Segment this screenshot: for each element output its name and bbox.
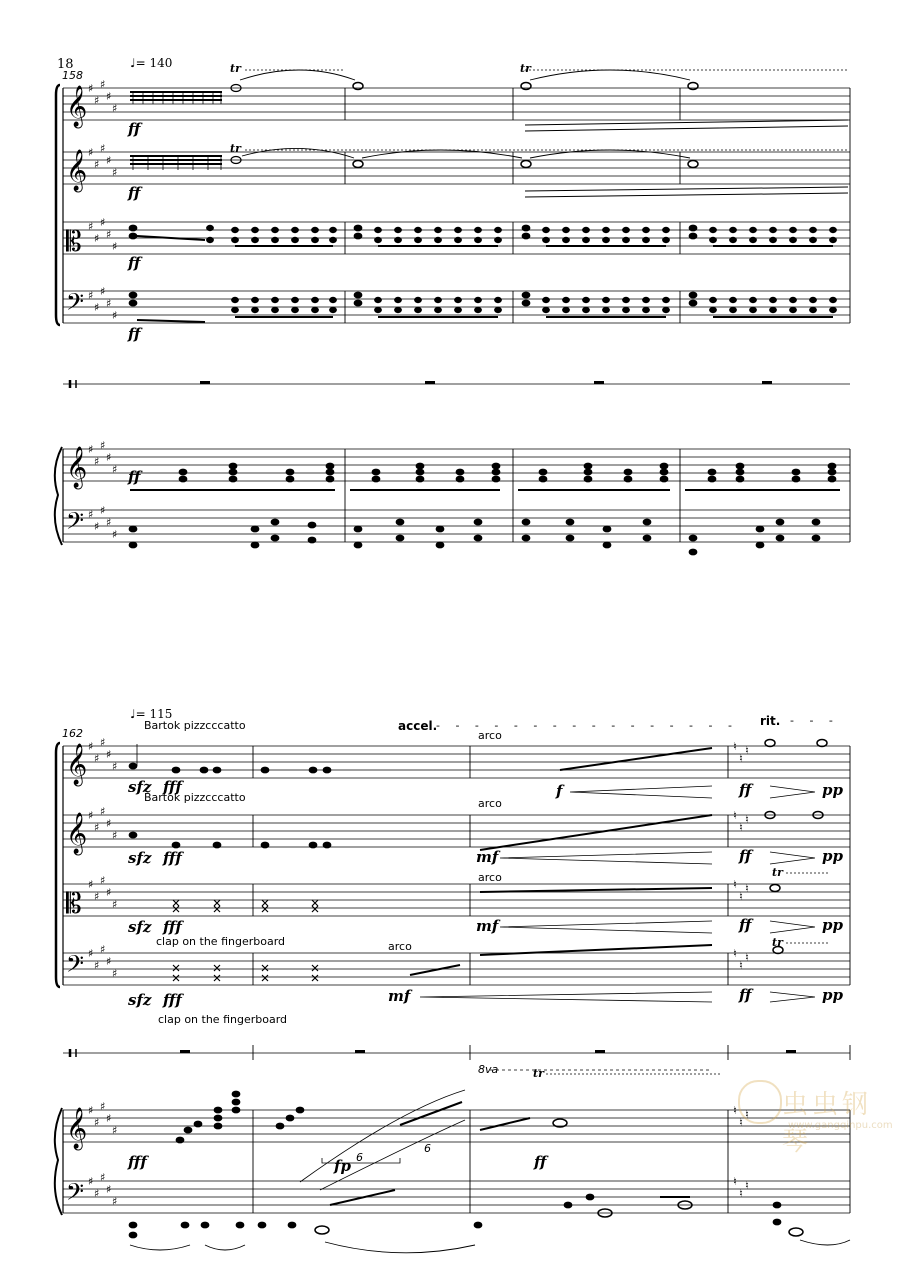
svg-text:♯: ♯ [106, 90, 112, 103]
treble-clef-icon: 𝄞 [66, 86, 88, 127]
svg-text:♯: ♯ [94, 158, 100, 171]
alto-clef-icon: 𝄡 [66, 225, 82, 258]
svg-text:♯: ♯ [112, 760, 118, 773]
svg-text:♯: ♯ [94, 1116, 100, 1129]
staff-violin2-sys2 [63, 815, 850, 847]
svg-text:♮: ♮ [745, 744, 749, 757]
dynamic-viola: ff [128, 254, 141, 272]
page-number: 18 [57, 57, 74, 72]
treble-clef-icon: 𝄞 [66, 447, 88, 488]
svg-text:♯: ♯ [106, 451, 112, 464]
trill-icon: tr [533, 1067, 544, 1080]
svg-text:♯: ♯ [112, 898, 118, 911]
watermark-text: 虫虫钢琴 [782, 1090, 873, 1157]
dynamic-ff: ff [739, 781, 752, 799]
key-signatures-sys2 [88, 736, 752, 1208]
trill-icon: tr [520, 62, 531, 75]
staff-piano-lh-sys1 [63, 510, 850, 542]
svg-text:♮: ♮ [745, 882, 749, 895]
rit-marking: rit. [760, 714, 781, 728]
arco-violin1: arco [478, 729, 502, 742]
arco-violin2: arco [478, 797, 502, 810]
system2-staves [55, 743, 850, 1215]
svg-text:♯: ♯ [112, 1124, 118, 1137]
dynamic-f: f [556, 782, 563, 800]
svg-text:♯: ♯ [94, 959, 100, 972]
measure-number: 162 [62, 727, 83, 740]
system1-staves [55, 85, 850, 545]
trill-icon: tr [772, 936, 783, 949]
dynamic-mf: mf [388, 987, 411, 1005]
svg-text:♯: ♯ [112, 166, 118, 179]
svg-text:♯: ♯ [88, 289, 94, 302]
svg-text:♯: ♯ [88, 1175, 94, 1188]
alto-clef-icon: 𝄡 [66, 887, 82, 920]
dynamic-pp: pp [822, 916, 843, 934]
trill-icon: tr [772, 866, 783, 879]
dynamic-sfz: sfz [128, 849, 152, 867]
notes-violin1-sys1 [130, 70, 848, 131]
svg-text:♯: ♯ [106, 1112, 112, 1125]
svg-text:♯: ♯ [112, 1195, 118, 1208]
percussion-rests-sys2 [180, 1050, 796, 1053]
svg-text:♮: ♮ [739, 821, 743, 834]
svg-text:♯: ♯ [106, 955, 112, 968]
technique-viola: clap on the fingerboard [156, 935, 286, 948]
dynamic-sfz: sfz [128, 918, 152, 936]
svg-text:♯: ♯ [94, 232, 100, 245]
dynamic-fff: fff [163, 849, 182, 867]
svg-text:♯: ♯ [88, 1104, 94, 1117]
svg-text:♯: ♯ [106, 817, 112, 830]
bass-clef-icon: 𝄢 [66, 950, 85, 983]
svg-text:♯: ♯ [88, 82, 94, 95]
barlines-sys2 [253, 746, 850, 1213]
svg-text:♮: ♮ [739, 1187, 743, 1200]
svg-text:♮: ♮ [733, 878, 737, 891]
treble-clef-icon: 𝄞 [66, 150, 88, 191]
svg-text:♯: ♯ [100, 216, 106, 229]
accel-dashes: - - - - - - - - - - - - - - - - [436, 719, 738, 732]
dynamic-pp: pp [822, 781, 843, 799]
svg-text:♮: ♮ [733, 809, 737, 822]
svg-text:♯: ♯ [94, 890, 100, 903]
notes-viola-sys1 [129, 225, 837, 246]
svg-text:♯: ♯ [106, 1183, 112, 1196]
svg-text:♯: ♯ [112, 967, 118, 980]
trill-icon: tr [230, 142, 241, 155]
dynamic-piano: ff [128, 468, 141, 486]
svg-text:♮: ♮ [733, 947, 737, 960]
svg-text:♯: ♯ [100, 1100, 106, 1113]
svg-text:♮: ♮ [733, 1175, 737, 1188]
dynamic-ff: ff [739, 916, 752, 934]
arco-viola: arco [478, 871, 502, 884]
clefs-sys1 [66, 85, 87, 540]
svg-text:♮: ♮ [733, 740, 737, 753]
lh-notes [129, 519, 820, 555]
rit-dashes: - - - [790, 714, 839, 727]
svg-text:♯: ♯ [112, 240, 118, 253]
svg-text:♮: ♮ [745, 813, 749, 826]
bass-clef-icon: 𝄢 [66, 288, 85, 321]
svg-text:♯: ♯ [88, 508, 94, 521]
notes-violin2-sys1 [130, 148, 848, 197]
technique-cello: clap on the fingerboard [158, 1013, 288, 1026]
dynamic-violin2: ff [128, 184, 141, 202]
svg-text:♮: ♮ [739, 1116, 743, 1129]
dynamic-pp: pp [822, 847, 843, 865]
dynamic-mf: mf [476, 848, 499, 866]
staff-piano-lh-sys2 [63, 1181, 850, 1213]
svg-text:♮: ♮ [745, 951, 749, 964]
watermark-logo-icon [738, 1080, 782, 1124]
svg-text:♯: ♯ [100, 943, 106, 956]
svg-text:♯: ♯ [94, 455, 100, 468]
svg-text:♯: ♯ [88, 146, 94, 159]
dynamic-fff: fff [163, 778, 182, 796]
treble-clef-icon: 𝄞 [66, 744, 88, 785]
tempo-marking: ♩= 140 [130, 56, 173, 70]
dynamic-pp: pp [822, 986, 843, 1004]
dynamic-ff: ff [534, 1153, 547, 1171]
dynamic-sfz: sfz [128, 991, 152, 1009]
svg-text:♯: ♯ [88, 878, 94, 891]
rh-chords [179, 463, 836, 482]
ottava-marking: 8va [478, 1063, 499, 1076]
svg-text:♯: ♯ [112, 528, 118, 541]
svg-text:♯: ♯ [112, 829, 118, 842]
technique-violin1: Bartok pizzcccatto [144, 719, 246, 732]
svg-text:♯: ♯ [88, 740, 94, 753]
staff-viola-sys2 [63, 884, 850, 916]
tempo-marking: ♩= 115 [130, 707, 173, 721]
measure-number: 158 [62, 69, 83, 82]
dynamic-cello: ff [128, 325, 141, 343]
svg-text:♯: ♯ [94, 94, 100, 107]
dynamic-fff: fff [163, 991, 182, 1009]
accel-marking: accel. [398, 719, 438, 733]
percussion-rests-sys1 [200, 381, 772, 384]
svg-text:♯: ♯ [100, 285, 106, 298]
trill-marks-sys1 [230, 62, 532, 155]
svg-text:♮: ♮ [745, 1108, 749, 1121]
svg-text:♯: ♯ [94, 520, 100, 533]
svg-text:♯: ♯ [106, 154, 112, 167]
svg-text:♯: ♯ [100, 736, 106, 749]
svg-text:♯: ♯ [100, 439, 106, 452]
technique-violin2: Bartok pizzcccatto [144, 791, 246, 804]
dynamic-ff: ff [739, 847, 752, 865]
treble-clef-icon: 𝄞 [66, 1108, 88, 1149]
svg-text:♯: ♯ [88, 220, 94, 233]
svg-text:♯: ♯ [94, 821, 100, 834]
dynamic-ff: ff [739, 986, 752, 1004]
svg-text:♮: ♮ [745, 1179, 749, 1192]
dynamic-violin1: ff [128, 120, 141, 138]
arco-cello: arco [388, 940, 412, 953]
svg-text:♯: ♯ [112, 102, 118, 115]
svg-text:♮: ♮ [739, 752, 743, 765]
tuplet-number: 6 [424, 1142, 431, 1155]
watermark [738, 1080, 898, 1157]
svg-text:♯: ♯ [88, 947, 94, 960]
svg-text:♯: ♯ [106, 228, 112, 241]
svg-text:♯: ♯ [88, 809, 94, 822]
tuplet-number: 6 [356, 1151, 363, 1164]
dynamic-mf: mf [476, 917, 499, 935]
svg-text:♮: ♮ [739, 959, 743, 972]
svg-text:♯: ♯ [100, 78, 106, 91]
svg-text:♯: ♯ [100, 504, 106, 517]
svg-text:♯: ♯ [100, 142, 106, 155]
key-signatures-sys1 [88, 78, 117, 541]
dynamic-fff: fff [128, 1153, 147, 1171]
svg-text:♯: ♯ [106, 886, 112, 899]
dynamic-fff: fff [163, 918, 182, 936]
svg-text:♯: ♯ [94, 301, 100, 314]
svg-text:♯: ♯ [106, 516, 112, 529]
svg-text:♮: ♮ [739, 890, 743, 903]
bass-clef-icon: 𝄢 [66, 507, 85, 540]
bass-clef-icon: 𝄢 [66, 1178, 85, 1211]
svg-text:♯: ♯ [112, 463, 118, 476]
svg-text:♯: ♯ [112, 309, 118, 322]
svg-text:♯: ♯ [94, 752, 100, 765]
svg-text:♮: ♮ [733, 1104, 737, 1117]
trill-icon: tr [230, 62, 241, 75]
svg-text:♯: ♯ [106, 748, 112, 761]
treble-clef-icon: 𝄞 [66, 813, 88, 854]
svg-text:♯: ♯ [100, 805, 106, 818]
notes-piano-sys1 [129, 463, 840, 555]
svg-text:♯: ♯ [106, 297, 112, 310]
svg-text:♯: ♯ [94, 1187, 100, 1200]
svg-text:♯: ♯ [88, 443, 94, 456]
svg-text:♯: ♯ [100, 874, 106, 887]
trill-marks-sys2 [533, 866, 784, 1080]
dynamic-sfz: sfz [128, 778, 152, 796]
staff-cello-sys2 [63, 953, 850, 985]
svg-text:♯: ♯ [100, 1171, 106, 1184]
dynamic-fp: fp [334, 1157, 351, 1175]
staff-violin1-sys2 [63, 746, 850, 778]
watermark-url: www.gangqinpu.com [788, 1120, 893, 1131]
